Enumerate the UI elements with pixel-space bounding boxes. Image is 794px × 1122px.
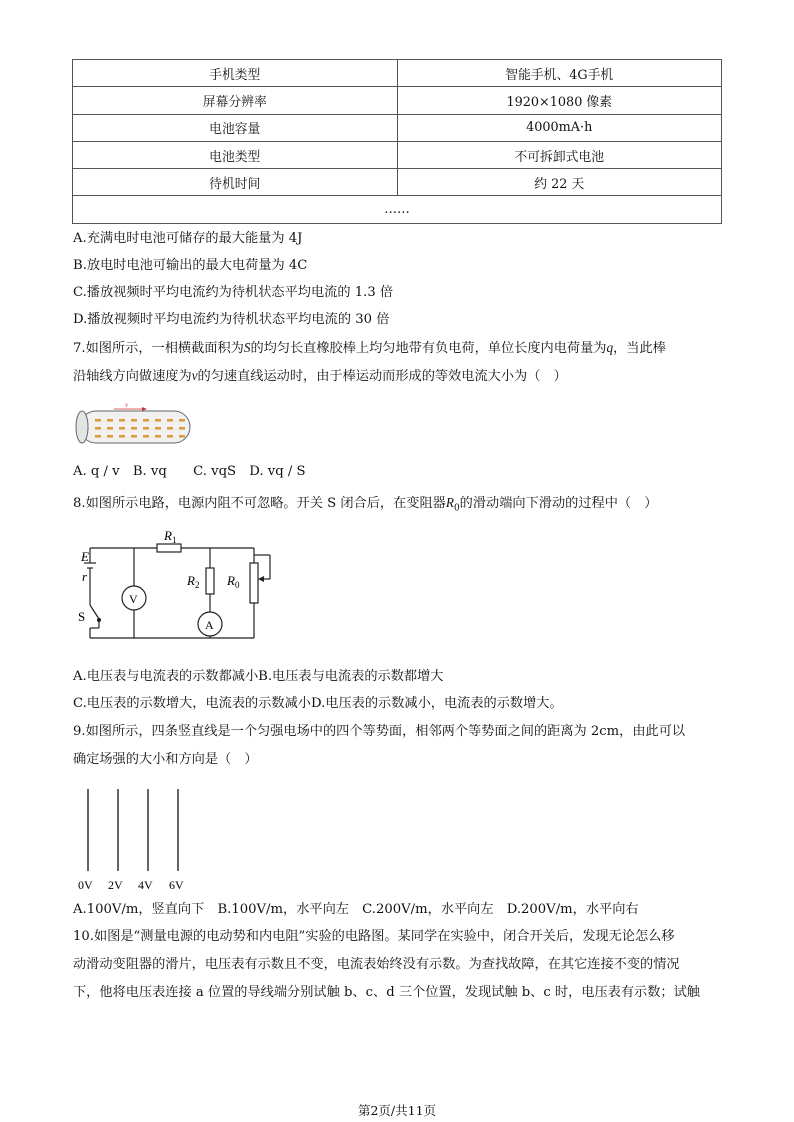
var-s: S (243, 340, 251, 355)
q8-options-ab: A.电压表与电流表的示数都减小B.电压表与电流表的示数都增大 (73, 669, 444, 684)
q10-stem-line-2: 动滑动变阻器的滑片，电压表有示数且不变，电流表始终没有示数。为查找故障，在其它连接不变的情况 (73, 957, 680, 972)
slider-arrow-icon (258, 576, 264, 582)
rubber-rod-figure (72, 400, 198, 448)
table-cell: 手机类型 (73, 60, 398, 87)
table-cell: 智能手机、4G手机 (397, 60, 722, 87)
var-v: v (191, 368, 198, 383)
label-s: S (78, 609, 86, 624)
potential-label: 0V (78, 878, 93, 892)
q6-option-a: A.充满电时电池可储存的最大能量为 4J (73, 231, 303, 246)
q10-stem-line-1: 10.如图是“测量电源的电动势和内电阻”实验的电路图。某同学在实验中，闭合开关后，发现无论怎么移 (73, 929, 675, 944)
q7-stem-text: 的匀速直线运动时，由于棒运动而形成的等效电流大小为（ ） (197, 369, 567, 384)
table-cell: 电池容量 (73, 114, 398, 141)
q8-stem-text: 8.如图所示电路，电源内阻不可忽略。开关 S 闭合后，在变阻器 (73, 496, 446, 511)
q6-option-b: B.放电时电池可输出的最大电荷量为 4C (73, 258, 308, 273)
q8-stem-text: 的滑动端向下滑动的过程中（ ） (459, 496, 658, 511)
q8-stem (73, 494, 657, 518)
switch-s (90, 605, 99, 619)
table-ellipsis: …… (73, 196, 722, 223)
table-cell: 约 22 天 (397, 169, 722, 196)
table-cell: 不可拆卸式电池 (397, 141, 722, 168)
q7-stem-text: 7.如图所示，一相横截面积为 (73, 341, 244, 356)
table-cell: 待机时间 (73, 169, 398, 196)
phone-spec-table (72, 59, 722, 224)
rheostat-r0 (250, 563, 258, 603)
table-cell: 4000mA·h (397, 114, 722, 141)
table-row (73, 60, 722, 87)
table-row (73, 141, 722, 168)
label-v: V (129, 592, 138, 606)
q7-stem-text: 的均匀长直橡胶棒上均匀地带有负电荷，单位长度内电荷量为 (250, 341, 607, 356)
resistor-r1 (157, 544, 181, 552)
table-cell: 屏幕分辨率 (73, 87, 398, 114)
q9-stem-line-1: 9.如图所示，四条竖直线是一个匀强电场中的四个等势面，相邻两个等势面之间的距离为 2cm，由此可以 (73, 724, 686, 739)
potential-label: 2V (108, 878, 123, 892)
q6-option-d: D.播放视频时平均电流约为待机状态平均电流的 30 倍 (73, 312, 390, 327)
q7-stem-text: 沿轴线方向做速度为 (73, 369, 192, 384)
circuit-diagram (72, 523, 282, 658)
q6-option-c: C.播放视频时平均电流约为待机状态平均电流的 1.3 倍 (73, 285, 394, 300)
var-q: q (606, 340, 614, 355)
table-row (73, 196, 722, 223)
var-r0-sub: 0 (453, 503, 460, 514)
label-r0: $R_0$ (227, 573, 240, 590)
q7-stem-line-2 (73, 367, 567, 386)
var-r0: R (445, 495, 454, 510)
q9-stem-line-2: 确定场强的大小和方向是（ ） (73, 752, 258, 767)
q7-options: A. q / v B. vq C. vqS D. vq / S (73, 464, 306, 479)
table-row (73, 169, 722, 196)
q7-stem-line-1 (73, 339, 666, 358)
table-row (73, 114, 722, 141)
label-r2: $R_2$ (187, 573, 200, 590)
q10-stem-line-3: 下，他将电压表连接 a 位置的导线端分别试触 b、c、d 三个位置，发现试触 b、c 时，电压表有示数；试触 (73, 985, 700, 1000)
equipotential-figure (72, 785, 202, 895)
label-r1: $R_1$ (164, 528, 177, 545)
q8-options-cd: C.电压表的示数增大，电流表的示数减小D.电压表的示数减小，电流表的示数增大。 (73, 696, 563, 711)
table-row (73, 87, 722, 114)
label-e: E (81, 549, 89, 564)
q7-stem-text: ，当此棒 (613, 341, 666, 356)
label-a: A (205, 618, 214, 632)
velocity-label: v (125, 401, 129, 409)
potential-label: 4V (138, 878, 153, 892)
q9-options: A.100V/m，竖直向下 B.100V/m，水平向左 C.200V/m，水平向左 D.200V/m，水平向右 (73, 902, 639, 917)
table-cell: 电池类型 (73, 141, 398, 168)
page-footer: 第2页/共11页 (357, 1103, 437, 1118)
potential-label: 6V (169, 878, 184, 892)
resistor-r2 (206, 568, 214, 594)
table-cell: 1920×1080 像素 (397, 87, 722, 114)
label-r: r (82, 569, 88, 584)
